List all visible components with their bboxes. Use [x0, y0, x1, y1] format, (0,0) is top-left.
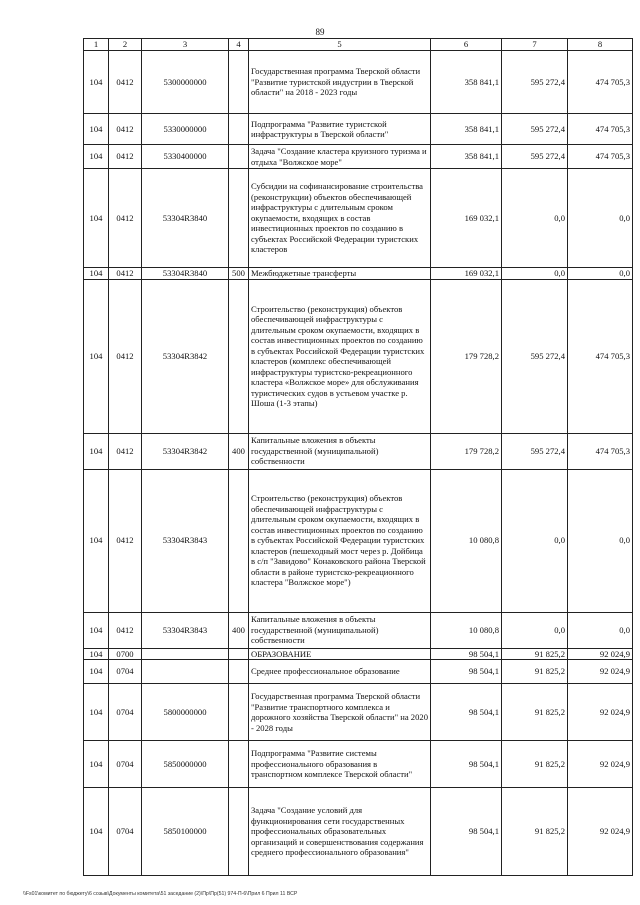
table-row	[84, 279, 633, 433]
header-cell: 5	[249, 39, 431, 51]
cell-admin-code: 104	[84, 169, 109, 268]
cell-admin-code: 104	[84, 648, 109, 660]
header-cell: 8	[568, 39, 633, 51]
cell-amount-year3: 0,0	[568, 469, 633, 612]
cell-amount-year2: 595 272,4	[502, 114, 568, 145]
cell-amount-year2: 0,0	[502, 612, 568, 648]
cell-target-article	[142, 648, 229, 660]
table-row	[84, 145, 633, 169]
cell-admin-code: 104	[84, 684, 109, 741]
header-cell: 2	[109, 39, 142, 51]
cell-amount-year3: 474 705,3	[568, 433, 633, 469]
cell-expense-type	[229, 114, 249, 145]
cell-amount-year1: 98 504,1	[431, 648, 502, 660]
cell-amount-year3: 474 705,3	[568, 114, 633, 145]
cell-amount-year3: 0,0	[568, 612, 633, 648]
cell-name: Строительство (реконструкция) объектов обеспечивающей инфраструктуры с длительным сроком окупаемости, входящих в состав инвестиционных проектов по созданию в субъектах Российской Федерации туристских кластеров (пешеходный мост через р. Дойбица в с/п "Завидово" Конаковского района Тверской области в районе туристско-рекреационного кластера "Волжское море")	[249, 469, 431, 612]
header-cell: 4	[229, 39, 249, 51]
cell-amount-year3: 0,0	[568, 169, 633, 268]
cell-expense-type: 400	[229, 612, 249, 648]
cell-target-article: 53304R3840	[142, 268, 229, 280]
table-row	[84, 612, 633, 648]
cell-admin-code: 104	[84, 145, 109, 169]
cell-section-code: 0700	[109, 648, 142, 660]
table-row	[84, 469, 633, 612]
table-row	[84, 169, 633, 268]
cell-target-article: 5800000000	[142, 684, 229, 741]
cell-amount-year2: 595 272,4	[502, 51, 568, 114]
cell-section-code: 0412	[109, 469, 142, 612]
cell-amount-year2: 595 272,4	[502, 279, 568, 433]
cell-amount-year1: 358 841,1	[431, 145, 502, 169]
cell-section-code: 0704	[109, 684, 142, 741]
cell-expense-type: 500	[229, 268, 249, 280]
cell-amount-year1: 169 032,1	[431, 268, 502, 280]
cell-target-article: 5850000000	[142, 741, 229, 788]
cell-expense-type	[229, 648, 249, 660]
cell-name: Государственная программа Тверской области "Развитие туристской индустрии в Тверской области" на 2018 - 2023 годы	[249, 51, 431, 114]
table-row	[84, 268, 633, 280]
cell-amount-year3: 474 705,3	[568, 279, 633, 433]
cell-admin-code: 104	[84, 433, 109, 469]
cell-target-article: 5850100000	[142, 788, 229, 876]
cell-section-code: 0412	[109, 51, 142, 114]
cell-amount-year3: 474 705,3	[568, 145, 633, 169]
cell-admin-code: 104	[84, 268, 109, 280]
file-path-footer: \\Fs01\комитет по бюджету\6 созыв\Документы комитета\51 заседание (2)\Пр\Пр(51) 974-П-6\Прил 6 Прил 11 ВСР	[23, 891, 298, 897]
cell-expense-type	[229, 279, 249, 433]
header-cell: 3	[142, 39, 229, 51]
table-row	[84, 51, 633, 114]
cell-name: Строительство (реконструкция) объектов обеспечивающей инфраструктуры с длительным сроком окупаемости, входящих в состав инвестиционных проектов по созданию в субъектах Российской Федерации туристских кластеров (комплекс обеспечивающей инфраструктуры туристско-рекреационного кластера «Волжское море» для обслуживания туристических судов в устьевом участке р. Шоша (1-3 этапы)	[249, 279, 431, 433]
table-row	[84, 660, 633, 684]
cell-amount-year2: 91 825,2	[502, 741, 568, 788]
header-cell: 1	[84, 39, 109, 51]
table-row	[84, 741, 633, 788]
table-row	[84, 114, 633, 145]
cell-amount-year1: 98 504,1	[431, 684, 502, 741]
cell-target-article: 53304R3843	[142, 612, 229, 648]
cell-amount-year1: 179 728,2	[431, 433, 502, 469]
cell-name: Среднее профессиональное образование	[249, 660, 431, 684]
cell-amount-year2: 0,0	[502, 469, 568, 612]
cell-amount-year2: 0,0	[502, 169, 568, 268]
cell-amount-year1: 98 504,1	[431, 788, 502, 876]
cell-target-article: 5330400000	[142, 145, 229, 169]
cell-amount-year3: 92 024,9	[568, 660, 633, 684]
cell-section-code: 0704	[109, 741, 142, 788]
cell-amount-year2: 91 825,2	[502, 684, 568, 741]
cell-amount-year3: 92 024,9	[568, 788, 633, 876]
cell-expense-type	[229, 51, 249, 114]
cell-amount-year2: 595 272,4	[502, 145, 568, 169]
cell-amount-year1: 169 032,1	[431, 169, 502, 268]
cell-amount-year2: 0,0	[502, 268, 568, 280]
cell-expense-type	[229, 684, 249, 741]
cell-section-code: 0412	[109, 433, 142, 469]
cell-amount-year3: 474 705,3	[568, 51, 633, 114]
cell-amount-year1: 10 080,8	[431, 469, 502, 612]
cell-amount-year1: 98 504,1	[431, 660, 502, 684]
cell-name: Субсидии на софинансирование строительства (реконструкции) объектов обеспечивающей инфраструктуры с длительным сроком окупаемости, входящих в состав инвестиционных проектов по созданию в субъектах Российской Федерации туристских кластеров	[249, 169, 431, 268]
cell-name: Задача "Создание кластера круизного туризма и отдыха "Волжское море"	[249, 145, 431, 169]
cell-name: Капитальные вложения в объекты государственной (муниципальной) собственности	[249, 433, 431, 469]
cell-target-article: 5330000000	[142, 114, 229, 145]
cell-target-article: 53304R3840	[142, 169, 229, 268]
cell-target-article	[142, 660, 229, 684]
cell-amount-year2: 595 272,4	[502, 433, 568, 469]
cell-section-code: 0412	[109, 612, 142, 648]
cell-amount-year1: 10 080,8	[431, 612, 502, 648]
cell-admin-code: 104	[84, 741, 109, 788]
cell-amount-year1: 179 728,2	[431, 279, 502, 433]
table-row	[84, 433, 633, 469]
cell-amount-year1: 98 504,1	[431, 741, 502, 788]
page-number: 89	[315, 27, 325, 37]
table-row	[84, 788, 633, 876]
header-cell: 6	[431, 39, 502, 51]
cell-name: Задача "Создание условий для функционирования сети государственных профессиональных образовательных организаций и совершенствования содержания среднего профессионального образования"	[249, 788, 431, 876]
cell-expense-type	[229, 660, 249, 684]
cell-target-article: 53304R3843	[142, 469, 229, 612]
cell-name: Подпрограмма "Развитие туристской инфраструктуры в Тверской области"	[249, 114, 431, 145]
cell-name: Государственная программа Тверской области "Развитие транспортного комплекса и дорожного хозяйства Тверской области" на 2020 - 2028 годы	[249, 684, 431, 741]
cell-name: Капитальные вложения в объекты государственной (муниципальной) собственности	[249, 612, 431, 648]
cell-expense-type	[229, 169, 249, 268]
cell-admin-code: 104	[84, 788, 109, 876]
cell-admin-code: 104	[84, 612, 109, 648]
cell-name: ОБРАЗОВАНИЕ	[249, 648, 431, 660]
cell-admin-code: 104	[84, 51, 109, 114]
cell-admin-code: 104	[84, 660, 109, 684]
cell-amount-year3: 92 024,9	[568, 741, 633, 788]
table-row	[84, 684, 633, 741]
cell-section-code: 0412	[109, 169, 142, 268]
cell-section-code: 0412	[109, 279, 142, 433]
cell-admin-code: 104	[84, 279, 109, 433]
cell-expense-type	[229, 145, 249, 169]
cell-name: Межбюджетные трансферты	[249, 268, 431, 280]
cell-amount-year2: 91 825,2	[502, 648, 568, 660]
budget-table	[83, 38, 633, 876]
table-row	[84, 648, 633, 660]
cell-section-code: 0704	[109, 788, 142, 876]
cell-section-code: 0704	[109, 660, 142, 684]
cell-admin-code: 104	[84, 469, 109, 612]
cell-admin-code: 104	[84, 114, 109, 145]
cell-target-article: 5300000000	[142, 51, 229, 114]
cell-expense-type	[229, 788, 249, 876]
header-cell: 7	[502, 39, 568, 51]
cell-section-code: 0412	[109, 268, 142, 280]
cell-expense-type	[229, 741, 249, 788]
cell-amount-year3: 92 024,9	[568, 648, 633, 660]
cell-amount-year2: 91 825,2	[502, 788, 568, 876]
cell-amount-year2: 91 825,2	[502, 660, 568, 684]
cell-amount-year3: 92 024,9	[568, 684, 633, 741]
cell-section-code: 0412	[109, 114, 142, 145]
cell-target-article: 53304R3842	[142, 279, 229, 433]
cell-amount-year3: 0,0	[568, 268, 633, 280]
cell-amount-year1: 358 841,1	[431, 114, 502, 145]
cell-amount-year1: 358 841,1	[431, 51, 502, 114]
cell-expense-type	[229, 469, 249, 612]
cell-name: Подпрограмма "Развитие системы профессионального образования в транспортном комплексе Тверской области"	[249, 741, 431, 788]
header-row	[84, 39, 633, 51]
cell-section-code: 0412	[109, 145, 142, 169]
cell-expense-type: 400	[229, 433, 249, 469]
cell-target-article: 53304R3842	[142, 433, 229, 469]
